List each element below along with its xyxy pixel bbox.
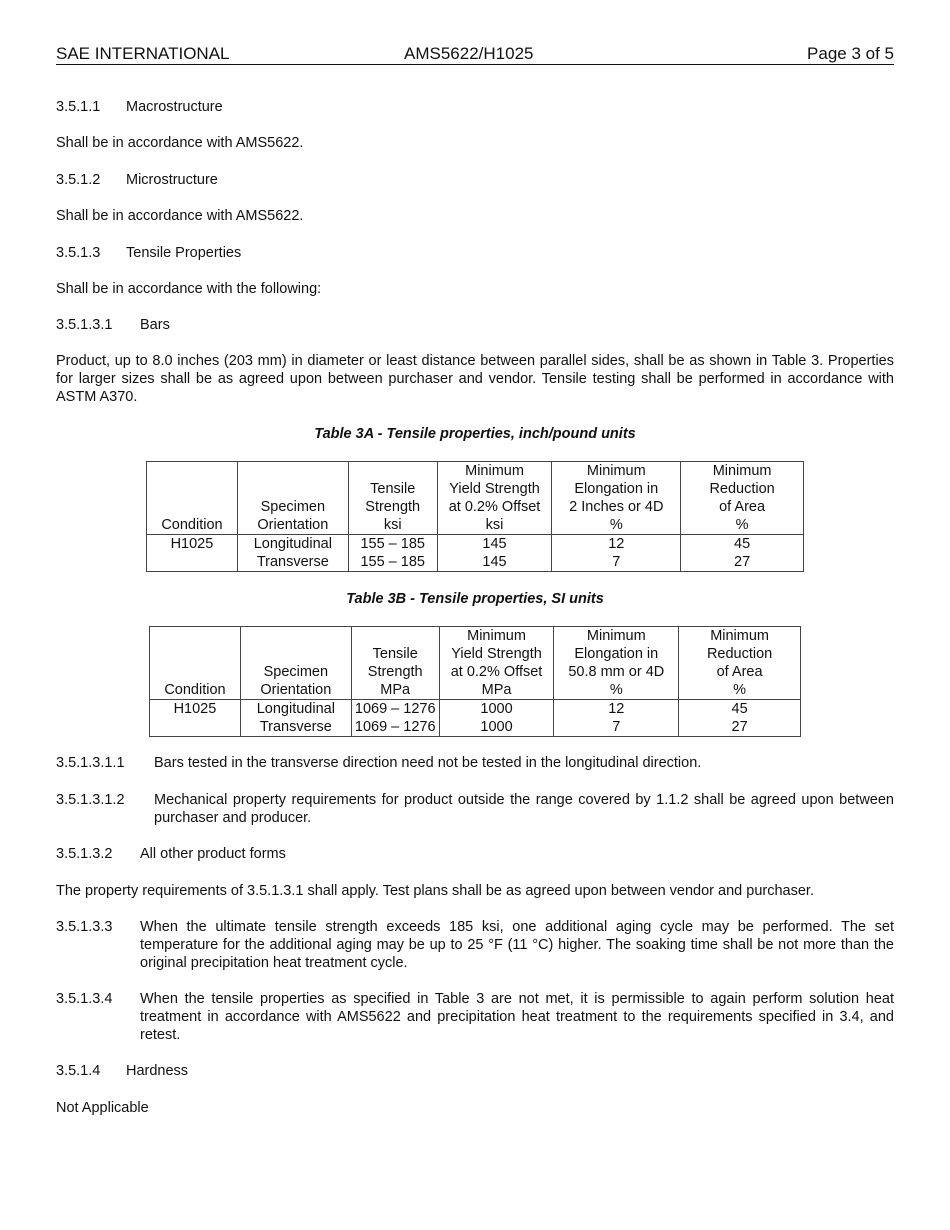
- section-title: All other product forms: [140, 846, 286, 862]
- header-condition: Condition: [150, 627, 241, 700]
- section-number: 3.5.1.4: [56, 1063, 101, 1079]
- table-header-row: [150, 627, 801, 700]
- section-text-35133: When the ultimate tensile strength exceeds 185 ksi, one additional aging cycle may be performed. The set temperature for the additional aging may be up to 25 °F (11 °C) higher. The soaking time shall be not more than the original precipitation heat treatment cycle.: [140, 919, 894, 971]
- header-specimen-orientation: Specimen Orientation: [240, 627, 351, 700]
- section-number: 3.5.1.3: [56, 245, 101, 261]
- section-number-351311: 3.5.1.3.1.1: [56, 755, 125, 771]
- table-row: [147, 535, 804, 572]
- reduction-cell: 45 27: [681, 535, 804, 572]
- header-elongation: Minimum Elongation in 2 Inches or 4D %: [552, 462, 681, 535]
- header-reduction-of-area: Minimum Reduction of Area %: [681, 462, 804, 535]
- section-number-35133: 3.5.1.3.3: [56, 919, 113, 935]
- elongation-cell: 12 7: [554, 700, 679, 737]
- table-3a-caption: Table 3A - Tensile properties, inch/pound units: [314, 426, 636, 442]
- yield-cell: 1000 1000: [439, 700, 554, 737]
- section-text-3514: Not Applicable: [56, 1100, 149, 1116]
- header-tensile-strength: Tensile Strength ksi: [348, 462, 437, 535]
- section-text-35132: The property requirements of 3.5.1.3.1 shall apply. Test plans shall be as agreed upon between vendor and purchaser.: [56, 883, 814, 899]
- section-number: 3.5.1.3.2: [56, 846, 113, 862]
- reduction-cell: 45 27: [679, 700, 801, 737]
- section-text-351312: Mechanical property requirements for product outside the range covered by 1.1.2 shall be agreed upon between purchaser and producer.: [154, 792, 894, 826]
- section-text-3511: Shall be in accordance with AMS5622.: [56, 135, 304, 151]
- header-yield-strength: Minimum Yield Strength at 0.2% Offset ksi: [437, 462, 552, 535]
- condition-cell: H1025: [150, 700, 241, 737]
- page-header: [56, 44, 894, 65]
- section-text-3512: Shall be in accordance with AMS5622.: [56, 208, 304, 224]
- section-text-35131: Product, up to 8.0 inches (203 mm) in diameter or least distance between parallel sides, shall be as shown in Table 3. Properties for larger sizes shall be as agreed upon between purchaser and vendor. Tensile testing shall be performed in accordance with ASTM A370.: [56, 353, 894, 405]
- header-specimen-orientation: Specimen Orientation: [237, 462, 348, 535]
- section-title: Tensile Properties: [126, 245, 242, 261]
- table-header-row: [147, 462, 804, 535]
- header-reduction-of-area: Minimum Reduction of Area %: [679, 627, 801, 700]
- table-3a: [146, 461, 804, 572]
- section-number: 3.5.1.3.1: [56, 317, 113, 333]
- orientation-cell: Longitudinal Transverse: [237, 535, 348, 572]
- header-condition: Condition: [147, 462, 238, 535]
- header-yield-strength: Minimum Yield Strength at 0.2% Offset MPa: [439, 627, 554, 700]
- header-elongation: Minimum Elongation in 50.8 mm or 4D %: [554, 627, 679, 700]
- table-3b-caption: Table 3B - Tensile properties, SI units: [346, 591, 604, 607]
- section-text-351311: Bars tested in the transverse direction need not be tested in the longitudinal direction.: [154, 755, 702, 771]
- orientation-cell: Longitudinal Transverse: [240, 700, 351, 737]
- header-page-number: Page 3 of 5: [807, 44, 894, 63]
- section-number: 3.5.1.2: [56, 172, 101, 188]
- section-number: 3.5.1.1: [56, 99, 101, 115]
- section-text-35134: When the tensile properties as specified in Table 3 are not met, it is permissible to again perform solution heat treatment in accordance with AMS5622 and precipitation heat treatment to the requirements specified in 3.4, and retest.: [140, 991, 894, 1043]
- section-number-351312: 3.5.1.3.1.2: [56, 792, 125, 808]
- yield-cell: 145 145: [437, 535, 552, 572]
- section-title: Microstructure: [126, 172, 218, 188]
- section-title: Hardness: [126, 1063, 189, 1079]
- section-title: Macrostructure: [126, 99, 223, 115]
- tensile-cell: 155 – 185 155 – 185: [348, 535, 437, 572]
- table-row: [150, 700, 801, 737]
- section-text-3513: Shall be in accordance with the following:: [56, 281, 322, 297]
- header-organization: SAE INTERNATIONAL: [56, 44, 230, 63]
- header-document-id: AMS5622/H1025: [404, 44, 534, 63]
- section-number-35134: 3.5.1.3.4: [56, 991, 113, 1007]
- tensile-cell: 1069 – 1276 1069 – 1276: [351, 700, 439, 737]
- header-tensile-strength: Tensile Strength MPa: [351, 627, 439, 700]
- table-3b: [149, 626, 801, 737]
- condition-cell: H1025: [147, 535, 238, 572]
- section-title: Bars: [140, 317, 170, 333]
- elongation-cell: 12 7: [552, 535, 681, 572]
